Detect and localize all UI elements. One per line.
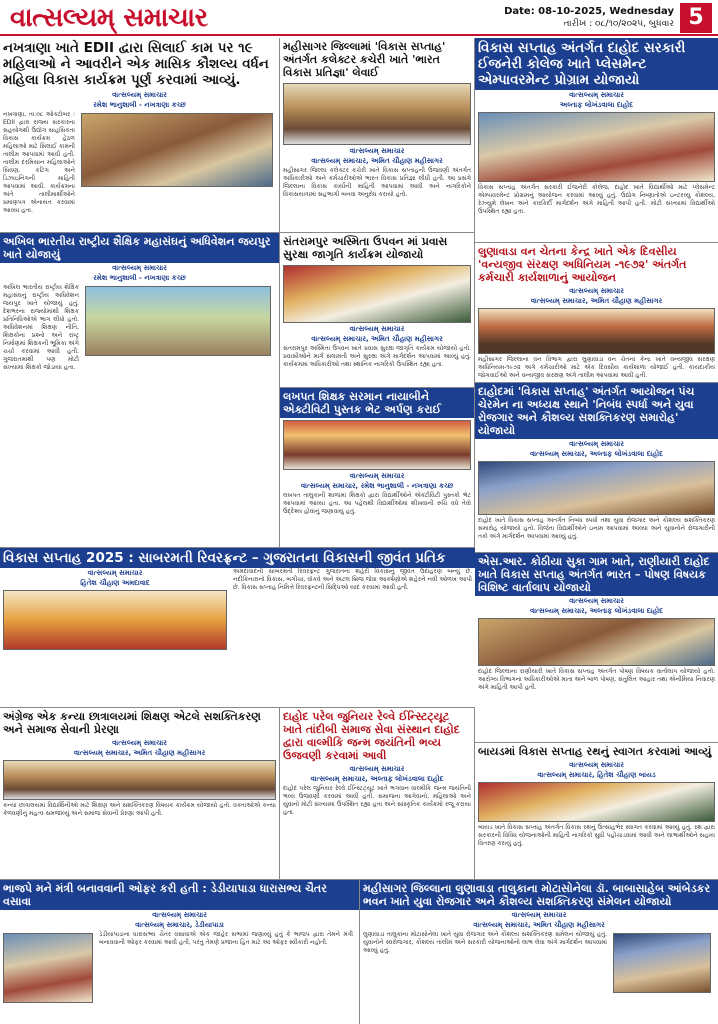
article-body: લુણાવાડા તાલુકાના મોટાસોનેલા ખાતે યુવા રોજગાર અને કૌશલ્ય સશક્તિકરણ સંમેલન યોજાયું હતું. યુવાનોને સ્વરોજગાર, કૌશલ્ય તાલીમ અને સરકારી યોજનાઓનો લાભ લેવા અંગે માર્ગદર્શન આપવામાં આવ્યું હતું. — [363, 931, 607, 954]
article — [475, 38, 718, 243]
article-photo — [613, 933, 711, 993]
date-english: Date: 08-10-2025, Wednesday — [504, 6, 674, 17]
article — [360, 880, 718, 1024]
article-photo — [283, 420, 471, 470]
article-headline: દાહોદ પરેલ જુનિયર રેલ્વે ઈન્સ્ટિટ્યૂટ ખાતે તાંદીબી સમાજ સેવા સંસ્થાન દાહોદ દ્વારા વાલ્મીકિ જન્મ જયંતિની ભવ્ય ઉજવણી કરવામાં આવી — [283, 710, 460, 762]
article-body: ડેડીયાપાડાના ધારાસભ્ય ચૈતર વસાવાએ એક જાહેર સભામાં જણાવ્યું હતું કે ભાજપ દ્વારા તેમને મંત્રી બનાવવાની ઓફર કરવામાં આવી હતી, પરંતુ તેમણે પ્રજાના હિત માટે આ ઓફર સ્વીકારી નહોતી. — [99, 931, 353, 946]
article-body: સંતરામપુર અસ્મિતા ઉપવન ખાતે પ્રવાસ સુરક્ષા જાગૃતિ કાર્યક્રમ યોજાયો હતો. પ્રવાસીઓને માર્ગ સલામતી અને સુરક્ષા અંગે માર્ગદર્શન આપવામાં આવ્યું હતું. કાર્યક્રમમાં અધિકારીઓ તથા સ્થાનિક નાગરિકો ઉપસ્થિત રહ્યા હતા. — [283, 345, 471, 368]
article-body: કન્યા છાત્રાલયમાં વિદ્યાર્થિનીઓ માટે શિક્ષણ અને સશક્તિકરણ વિષયક કાર્યક્રમ યોજાયો હતો. વક્તાઓએ કન્યા કેળવણીનું મહત્વ સમજાવ્યું અને સમાજ સેવાની પ્રેરણા આપી હતી. — [3, 802, 276, 817]
article-byline: વાત્સલ્યમ્ સમાચાર, અલ્તાફ લોખંડવાલા દાહોદ — [529, 450, 664, 458]
article-headline: અખિલ ભારતીય રાષ્ટ્રીય શૈક્ષિક મહાસંઘનું અધિવેશન જયપુર ખાતે યોજાયું — [0, 233, 279, 263]
article — [0, 38, 280, 233]
article-photo — [283, 265, 471, 323]
article-byline: હિતેશ ચૌહાણ અમદાવાદ — [80, 579, 150, 587]
article-headline: મહીસાગર જિલ્લાના લુણાવાડા તાલુકાના મોટાસોનેલા ડૉ. બાબાસાહેબ આંબેડકર ભવન ખાતે યુવા રોજગાર અને કૌશલ્ય સશક્તિકરણ સંમેલન યોજાયો — [360, 880, 718, 910]
article — [0, 708, 280, 880]
article-body: અમદાવાદની સાબરમતી રિવરફ્રન્ટ ગુજરાતના શહેરી વિકાસનું જીવંત ઉદાહરણ બન્યું છે. નદીકિનારાનો વિકાસ, બગીચા, વૉકવે અને અટલ બ્રિજ જેવા આકર્ષણોએ શહેરને નવી ઓળખ આપી છે. વિકાસ સપ્તાહ નિમિત્તે રિવરફ્રન્ટની સિદ્ધિઓ યાદ કરવામાં આવી હતી. — [233, 568, 472, 591]
article — [475, 553, 718, 743]
bureau-label: વાત્સલ્યમ્ સમાચાર — [112, 91, 167, 99]
bureau-label: વાત્સલ્યમ્ સમાચાર — [511, 911, 567, 919]
article-body: લખપત તાલુકાની શાળામાં શિક્ષકો દ્વારા વિદ્યાર્થીઓને એક્ટીવિટી પુસ્તકો ભેટ આપવામાં આવ્યા હતા. આ પહેલથી વિદ્યાર્થીઓમાં શીખવાની રુચિ વધે તેવો ઉદ્દેશ્ય હોવાનું જણાવાયું હતું. — [283, 492, 471, 515]
article-byline: વાત્સલ્યમ્ સમાચાર, અમિત ચૌહાણ મહીસાગર — [73, 749, 206, 757]
article-headline: દાહોદમાં 'વિકાસ સપ્તાહ' અંતર્ગત આયોજન પંચ ચેરમેન ના અધ્યક્ષ સ્થાને 'નિબંધ સ્પર્ધા અને યુવા રોજગાર અને કૌશલ્ય સશક્તિકરણ સમારોહ' યોજાયો — [475, 383, 718, 439]
article-body: દાહોદ ખાતે વિકાસ સપ્તાહ અંતર્ગત નિબંધ સ્પર્ધા તથા યુવા રોજગાર અને કૌશલ્ય સશક્તિકરણ સમારોહ યોજાયો હતો. વિજેતા વિદ્યાર્થીઓને ઇનામ આપવામાં આવ્યા અને યુવાનોને રોજગારીની તકો અંગે માર્ગદર્શન આપવામાં આવ્યું હતું. — [478, 517, 715, 540]
article-body: અખિલ ભારતીય રાષ્ટ્રીય શૈક્ષિક મહાસંઘનું રાષ્ટ્રીય અધિવેશન જયપુર ખાતે યોજાયું હતું. દેશભરના રાજ્યોમાંથી શિક્ષક પ્રતિનિધિઓએ ભાગ લીધો હતો. અધિવેશનમાં શિક્ષણ નીતિ, શિક્ષકોના પ્રશ્નો અને રાષ્ટ્ર નિર્માણમાં શિક્ષકની ભૂમિકા અંગે ચર્ચા કરવામાં આવી હતી. ગુજરાતમાંથી પણ મોટી સંખ્યામાં શિક્ષકો જોડાયા હતા. — [3, 284, 79, 371]
article-headline: લુણાવાડા વન ચેતના કેન્દ્ર ખાતે એક દિવસીય 'વન્યજીવ સંરક્ષણ અધિનિયમ -૧૯૭૨' અંતર્ગત કર્મચારી કાર્યશાળાનું આયોજન — [478, 245, 687, 284]
article-headline: વિકાસ સપ્તાહ અંતર્ગત દાહોદ સરકારી ઈજનેરી કોલેજ ખાતે પ્લેસમેન્ટ એમ્પાવરમેન્ટ પ્રોગ્રામ યોજાયો — [475, 38, 718, 90]
article-byline: વાત્સલ્યમ્ સમાચાર, અમિત ચૌહાણ મહીસાગર — [473, 921, 605, 929]
bureau-label: વાત્સલ્યમ્ સમાચાર — [349, 147, 405, 155]
article — [0, 880, 360, 1024]
article-photo — [478, 112, 715, 182]
article-body: બાયડ ખાતે વિકાસ સપ્તાહ અંતર્ગત વિકાસ રથનું ઉત્સાહભેર સ્વાગત કરવામાં આવ્યું હતું. રથ દ્વારા સરકારની વિવિધ યોજનાઓની માહિતી નાગરિકો સુધી પહોંચાડવામાં આવી અને લાભાર્થીઓને સહાય વિતરણ કરાયું હતું. — [478, 824, 715, 847]
article — [280, 388, 475, 548]
article-headline: એસ.આર. કોઠીયા સુકા ગામ ખાતે, રાણીયારી દાહોદ ખાતે વિકાસ સપ્તાહ અંતર્ગત ભારત – પોષણ વિષયક વિશિષ્ટ વાર્તાલાપ યોજાયો — [475, 553, 718, 596]
article-photo — [478, 461, 715, 515]
article-byline: વાત્સલ્યમ્ સમાચાર, અમિત ચૌહાણ મહીસાગર — [530, 297, 663, 305]
article-photo — [3, 590, 227, 650]
masthead — [0, 0, 718, 36]
bureau-label: વાત્સલ્યમ્ સમાચાર — [349, 765, 405, 773]
article-headline: ભાજપે મને મંત્રી બનાવવાની ઓફર કરી હતી : ડેડીયાપાડા ધારાસભ્ય ચૈતર વસાવા — [0, 880, 359, 910]
bureau-label: વાત્સલ્યમ્ સમાચાર — [152, 911, 207, 919]
article-photo — [478, 782, 715, 822]
article — [0, 548, 475, 708]
article — [280, 233, 475, 388]
article-headline: નખત્રાણા ખાતે EDII દ્વારા સિલાઈ કામ પર ૧૯ મહિલાઓ ને આવરીને એક માસિક કૌશલ્ય વર્ધન મહિલા વિકાસ કાર્યક્રમ પૂર્ણ કરવામાં આવ્યું. — [3, 40, 269, 88]
article-headline: સંતરામપુર અસ્મિતા ઉપવન માં પ્રવાસ સુરક્ષા જાગૃતિ કાર્યક્રમ યોજાયો — [283, 235, 448, 261]
article-photo — [81, 113, 273, 187]
article-byline: વાત્સલ્યમ્ સમાચાર, અમિત ચૌહાણ મહીસાગર — [311, 335, 443, 343]
date-gujarati: તારીખ : ૦૮/૧૦/૨૦૨૫, બુધવાર — [563, 19, 674, 29]
dateline — [504, 5, 674, 31]
bureau-label: વાત્સલ્યમ્ સમાચાર — [87, 569, 143, 577]
article-headline: અંગ્રેજ એક કન્યા છાત્રાલયમાં શિક્ષણ એટલે સશક્તિકરણ અને સમાજ સેવાની પ્રેરણા — [3, 710, 261, 736]
article-headline: બાયડમાં વિકાસ સપ્તાહ રથનું સ્વાગત કરવામાં આવ્યું — [478, 745, 712, 758]
bureau-label: વાત્સલ્યમ્ સમાચાર — [569, 761, 624, 769]
article-headline: મહીસાગર જિલ્લામાં 'વિકાસ સપ્તાહ' અંતર્ગત કલેક્ટર કચેરી ખાતે 'ભારત વિકાસ પ્રતિજ્ઞા' લેવાઈ — [283, 40, 446, 79]
article-byline: વાત્સલ્યમ્ સમાચાર, અલ્તાફ લોખંડવાલા દાહોદ — [529, 607, 664, 615]
bureau-label: વાત્સલ્યમ્ સમાચાર — [349, 325, 405, 333]
article-photo — [3, 933, 93, 1003]
bureau-label: વાત્સલ્યમ્ સમાચાર — [569, 287, 624, 295]
article-byline: વાત્સલ્યમ્ સમાચાર, ડેડીયાપાડા — [135, 921, 224, 929]
article-photo — [85, 286, 271, 356]
article — [475, 743, 718, 880]
article-body: વિકાસ સપ્તાહ અંતર્ગત સરકારી ઈજનેરી કોલેજ, દાહોદ ખાતે વિદ્યાર્થીઓ માટે પ્લેસમેન્ટ એમ્પાવરમેન્ટ પ્રોગ્રામનું આયોજન કરવામાં આવ્યું હતું. ઉદ્યોગ નિષ્ણાતોએ ઇન્ટરવ્યુ કૌશલ્ય, રેઝ્યુમે લેખન અને કારકિર્દી માર્ગદર્શન અંગે માહિતી આપી હતી. મોટી સંખ્યામાં વિદ્યાર્થીઓ ઉપસ્થિત રહ્યા હતા. — [478, 184, 715, 215]
article-byline: વાત્સલ્યમ્ સમાચાર, અલ્તાફ લોખંડવાલા દાહોદ — [310, 775, 444, 783]
article-byline: વાત્સલ્યમ્ સમાચાર, રમેશ ભાનુશાલી - નખત્રાણા કચ્છ — [300, 482, 454, 490]
bureau-label: વાત્સલ્યમ્ સમાચાર — [569, 440, 624, 448]
article — [280, 38, 475, 233]
article — [475, 243, 718, 383]
bureau-label: વાત્સલ્યમ્ સમાચાર — [569, 597, 624, 605]
article-byline: વાત્સલ્યમ્ સમાચાર, હિતેશ ચૌહાણ બાયડ — [537, 771, 656, 779]
bureau-label: વાત્સલ્યમ્ સમાચાર — [112, 264, 167, 272]
article-byline: વાત્સલ્યમ્ સમાચાર, અમિત ચૌહાણ મહીસાગર — [311, 157, 443, 165]
bureau-label: વાત્સલ્યમ્ સમાચાર — [569, 91, 624, 99]
article — [475, 383, 718, 553]
bureau-label: વાત્સલ્યમ્ સમાચાર — [112, 739, 167, 747]
article-headline: વિકાસ સપ્તાહ 2025 : સાબરમતી રિવરફ્રન્ટ – ગુજરાતના વિકાસની જીવંત પ્રતિક — [0, 548, 475, 568]
bureau-label: વાત્સલ્યમ્ સમાચાર — [349, 472, 405, 480]
newspaper-logo: વાત્સલ્યમ્ સમાચાર — [10, 3, 208, 33]
article-photo — [283, 83, 471, 145]
article — [0, 233, 280, 548]
article-body: મહીસાગર જિલ્લાના વન વિભાગ દ્વારા લુણાવાડા વન ચેતના કેન્દ્ર ખાતે વન્યજીવ સંરક્ષણ અધિનિયમ-૧૯૭૨ અંગે કર્મચારીઓ માટે એક દિવસીય કાર્યશાળા યોજાઈ હતી. કાયદાકીય જોગવાઈઓ અને વન્યજીવ સંરક્ષણ અંગે તાલીમ આપવામાં આવી હતી. — [478, 356, 715, 379]
article-byline: રમેશ ભાનુશાલી - નખત્રાણા કચ્છ — [93, 101, 186, 109]
article-byline: રમેશ ભાનુશાલી - નખત્રાણા કચ્છ — [93, 274, 186, 282]
article-headline: લખપત શિક્ષક સરમાન નાયાબીને એક્ટીવિટી પુસ્તક ભેટ અર્પણ કરાઈ — [280, 388, 474, 418]
article-photo — [3, 760, 276, 800]
article-body: દાહોદ જિલ્લાના રાણીયારી ખાતે વિકાસ સપ્તાહ અંતર્ગત પોષણ વિષયક વાર્તાલાપ યોજાયો હતો. આરોગ્ય વિભાગના અધિકારીઓએ માતા અને બાળ પોષણ, સંતુલિત આહાર તથા એનીમિયા નિવારણ અંગે માહિતી આપી હતી. — [478, 668, 715, 691]
article-body: દાહોદ પરેલ જુનિયર રેલ્વે ઈન્સ્ટિટ્યૂટ ખાતે ભગવાન વાલ્મીકિ જન્મ જયંતિની ભવ્ય ઉજવણી કરવામાં આવી હતી. સમાજના આગેવાનો, મહિલાઓ અને યુવાનો મોટી સંખ્યામાં ઉપસ્થિત રહ્યા હતા અને સાંસ્કૃતિક કાર્યક્રમો રજૂ કરાયા હતા. — [283, 785, 471, 816]
page-number: 5 — [680, 3, 712, 33]
article-photo — [478, 618, 715, 666]
article-photo — [478, 308, 715, 354]
article-body: મહીસાગર જિલ્લા કલેક્ટર કચેરી ખાતે વિકાસ સપ્તાહની ઉજવણી અંતર્ગત અધિકારીઓ અને કર્મચારીઓએ ભારત વિકાસ પ્રતિજ્ઞા લીધી હતી. આ પ્રસંગે જિલ્લાના વિકાસ કાર્યોની માહિતી આપવામાં આવી અને નાગરિકોને વિકાસયાત્રામાં સહભાગી બનવા અનુરોધ કરાયો હતો. — [283, 167, 471, 198]
article — [280, 708, 475, 880]
article-byline: અલ્તાફ લોખંડવાલા દાહોદ — [559, 101, 634, 109]
article-body: નખત્રાણા, તા.૦૮ ઓક્ટોબર : EDII દ્વારા રાજ્ય સરકારના સહયોગથી ઉદ્યોગ સાહસિકતા વિકાસ કાર્યક્રમ હેઠળ મહિલાઓ માટે સિલાઈ કામની તાલીમ આપવામાં આવી હતી. તાલીમ દરમિયાન મહિલાઓને સિવણ, કટિંગ અને ડિઝાઇનિંગની માહિતી આપવામાં આવી. કાર્યક્રમના અંતે તાલીમાર્થીઓને પ્રમાણપત્ર એનાયત કરવામાં આવ્યા હતા. — [3, 111, 75, 214]
